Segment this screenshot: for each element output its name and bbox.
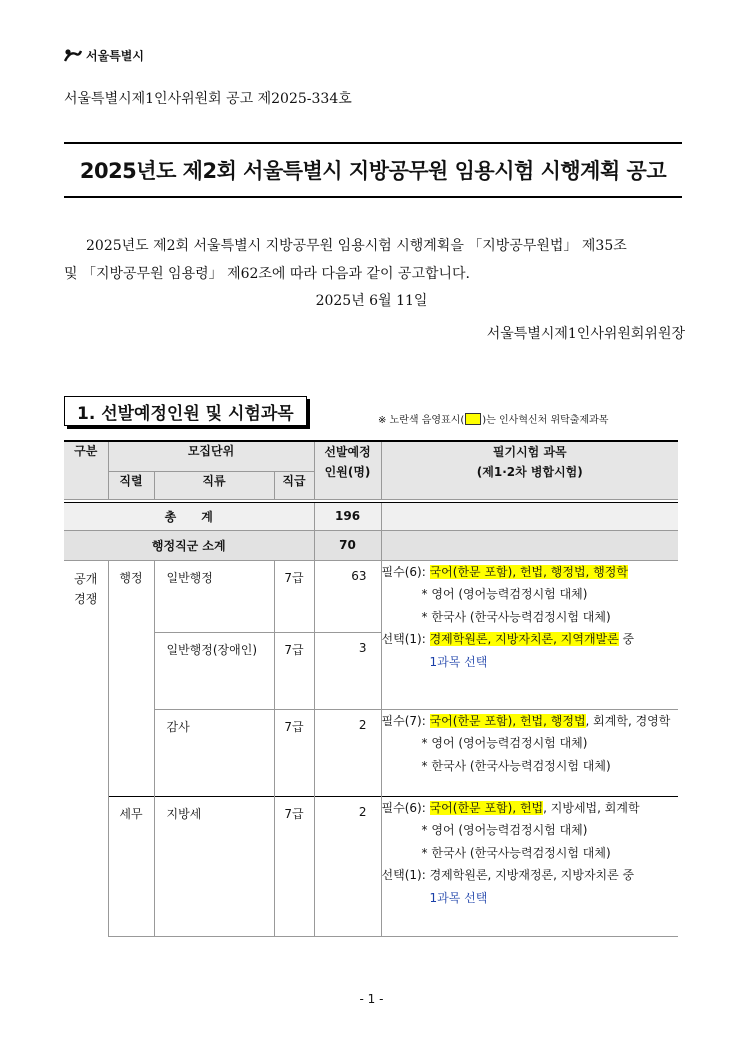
type-cell: 일반행정(장애인) <box>154 632 274 709</box>
elective-note: 1과목 선택 <box>429 654 488 669</box>
highlight-note <box>378 411 608 426</box>
header-unit: 모집단위 <box>108 441 314 471</box>
category-line2: 경쟁 <box>74 591 98 606</box>
series-tax: 세무 <box>108 796 154 936</box>
count-cell: 2 <box>314 709 381 796</box>
note-prefix: ※ 노란색 음영표시( <box>378 415 465 426</box>
required-label: 필수(6): <box>381 564 426 579</box>
seoul-logo-icon <box>64 48 82 64</box>
intro-line-1: 2025년도 제2회 서울특별시 지방공무원 임용시험 시행계획을 「지방공무원법」 제35조 <box>86 238 627 254</box>
table-row <box>64 796 678 936</box>
grade-cell: 7급 <box>274 796 314 936</box>
header-grade: 직급 <box>274 471 314 499</box>
count-cell: 3 <box>314 632 381 709</box>
notice-date: 2025년 6월 11일 <box>315 293 428 309</box>
type-cell: 지방세 <box>154 796 274 936</box>
english-substitute: * 영어 (영어능력검정시험 대체) <box>421 736 588 750</box>
required-commissioned-subjects: 국어(한문 포함), 헌법 <box>429 800 544 815</box>
subtotal-subjects <box>381 530 678 560</box>
elective-label: 선택(1): <box>381 632 426 646</box>
header-category: 구분 <box>64 441 108 499</box>
history-substitute: * 한국사 (한국사능력검정시험 대체) <box>421 609 611 624</box>
required-other-subjects: , 지방세법, 회계학 <box>543 800 640 815</box>
elective-subjects: 경제학원론, 지방재정론, 지방자치론 중 <box>429 868 635 882</box>
header-subjects-line1: 필기시험 과목 <box>492 445 567 459</box>
history-substitute: * 한국사 (한국사능력검정시험 대체) <box>421 758 611 773</box>
subtotal-count: 70 <box>314 530 381 560</box>
total-count: 196 <box>314 502 381 530</box>
header-subjects-line2: (제1·2차 병합시험) <box>476 465 583 479</box>
signer: 서울특별시제1인사위원회위원장 <box>486 326 685 342</box>
category-cell <box>64 560 108 936</box>
header-subjects <box>381 441 678 499</box>
logo-text: 서울특별시 <box>86 49 144 63</box>
section-title-text: 1. 선발예정인원 및 시험과목 <box>77 403 294 424</box>
header-quota-line1: 선발예정 <box>324 445 371 459</box>
page-number: - 1 - <box>359 992 384 1006</box>
page-title: 2025년도 제2회 서울특별시 지방공무원 임용시험 시행계획 공고 <box>79 159 667 183</box>
category-line1: 공개 <box>74 571 98 586</box>
type-cell: 일반행정 <box>154 560 274 632</box>
subjects-cell <box>381 709 678 796</box>
elective-commissioned-subjects: 경제학원론, 지방자치론, 지역개발론 <box>429 632 619 646</box>
table-row <box>64 560 678 632</box>
grade-cell: 7급 <box>274 709 314 796</box>
elective-note: 1과목 선택 <box>429 890 488 905</box>
count-cell: 63 <box>314 560 381 632</box>
count-cell: 2 <box>314 796 381 936</box>
subjects-cell <box>381 560 678 709</box>
yellow-swatch <box>465 413 481 425</box>
table-row <box>64 709 678 796</box>
elective-suffix: 중 <box>618 632 635 646</box>
header-type: 직류 <box>154 471 274 499</box>
note-suffix: )는 인사혁신처 위탁출제과목 <box>482 415 609 426</box>
total-label: 총 계 <box>64 502 314 530</box>
required-commissioned-subjects: 국어(한문 포함), 헌법, 행정법 <box>429 713 586 728</box>
series-admin: 행정 <box>108 560 154 796</box>
type-cell: 감사 <box>154 709 274 796</box>
elective-label: 선택(1): <box>381 868 426 882</box>
subtotal-label: 행정직군 소계 <box>64 530 314 560</box>
grade-cell: 7급 <box>274 632 314 709</box>
section-title <box>64 396 307 426</box>
title-box <box>64 142 682 198</box>
required-commissioned-subjects: 국어(한문 포함), 헌법, 행정법, 행정학 <box>429 564 628 579</box>
notice-number: 서울특별시제1인사위원회 공고 제2025-334호 <box>64 91 352 107</box>
required-other-subjects: , 회계학, 경영학 <box>585 713 671 728</box>
english-substitute: * 영어 (영어능력검정시험 대체) <box>421 823 588 837</box>
seoul-logo <box>64 47 144 64</box>
header-quota <box>314 441 381 499</box>
history-substitute: * 한국사 (한국사능력검정시험 대체) <box>421 845 611 860</box>
header-series: 직렬 <box>108 471 154 499</box>
english-substitute: * 영어 (영어능력검정시험 대체) <box>421 587 588 601</box>
grade-cell: 7급 <box>274 560 314 632</box>
required-label: 필수(7): <box>381 713 426 728</box>
total-subjects <box>381 502 678 530</box>
recruitment-table <box>64 440 678 937</box>
required-label: 필수(6): <box>381 800 426 815</box>
header-quota-line2: 인원(명) <box>324 465 371 479</box>
intro-paragraph <box>64 232 682 288</box>
subjects-cell <box>381 796 678 936</box>
intro-line-2: 및 「지방공무원 임용령」 제62조에 따라 다음과 같이 공고합니다. <box>64 266 470 282</box>
